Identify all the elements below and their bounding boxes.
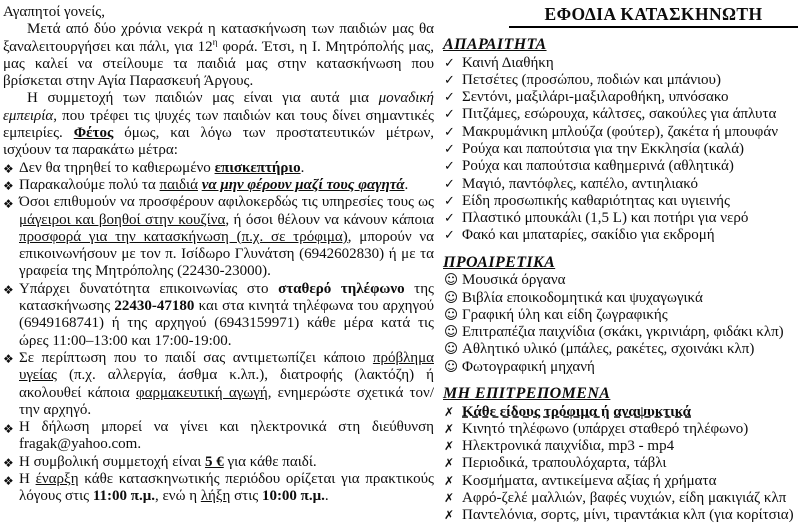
item-text: [462, 55, 554, 71]
check-icon: ✓: [444, 176, 455, 192]
text-run: Ηλεκτρονικά παιχνίδια, mp3 - mp4: [462, 438, 675, 455]
text-run: Είδη προσωπικής καθαριότητας και υγιεινής: [462, 192, 730, 209]
text-run: Κινητό τηλέφωνο (υπάρχει σταθερό τηλέφωνο): [462, 420, 749, 437]
supplies-item: [443, 72, 798, 89]
supplies-item: [443, 421, 798, 438]
cross-icon: ✗: [444, 421, 455, 436]
diamond-bullet-icon: ❖: [3, 456, 14, 471]
letter-bullet-item: [3, 194, 434, 280]
check-icon: ✓: [444, 193, 455, 209]
text-run: , ή όσοι θέλουν να κάνουν κάποια: [225, 211, 434, 228]
text-run: Κάθε είδους τρόφιμα ή αναψυκτικά: [462, 403, 692, 420]
text-run: 11:00 π.μ.: [92, 488, 155, 505]
smiley-icon: ☺: [444, 272, 459, 289]
section-heading: ΜΗ ΕΠΙΤΡΕΠΟΜΕΝΑ: [443, 385, 611, 403]
item-text: [462, 89, 729, 105]
text-run: Δεν θα τηρηθεί το καθιερωμένο: [19, 159, 215, 176]
text-run: Επιτραπέζια παιχνίδια (σκάκι, γκρινιάρη, φιδάκι κλπ): [462, 324, 784, 341]
supplies-item: [443, 141, 798, 158]
item-text: [462, 227, 715, 243]
letter-paragraph: [3, 21, 434, 90]
letter-paragraph: [3, 4, 434, 21]
diamond-bullet-icon: ❖: [3, 196, 14, 211]
cross-icon: ✗: [444, 473, 455, 488]
supplies-item: [443, 455, 798, 472]
item-text: [462, 421, 748, 437]
diamond-bullet-icon: ❖: [3, 162, 14, 177]
text-run: Αθλητικό υλικό (μπάλες, ρακέτες, σχοινάκι κλπ): [462, 341, 755, 358]
text-run: όμως, και λόγω των προστατευτικών μέτρων, ισχύουν τα παρακάτω μέτρα:: [3, 125, 434, 159]
item-text: [462, 404, 691, 420]
item-text: [462, 324, 784, 340]
text-run: σταθερό τηλέφωνο: [278, 280, 405, 297]
item-text: [462, 124, 778, 140]
text-run: Πετσέτες (προσώπου, ποδιών και μπάνιου): [462, 71, 721, 88]
text-run: επισκεπτήριο: [214, 159, 301, 176]
text-run: Πλαστικό μπουκάλι (1,5 L) και ποτήρι για νερό: [462, 210, 749, 227]
text-run: πρόβλημα υγείας: [19, 349, 434, 384]
item-text: [462, 141, 744, 157]
text-run: Μετά από δύο χρόνια νεκρά η κατασκήνωση των παιδιών μας θα ξαναλειτουργήσει και πάλι, για 12: [3, 21, 434, 55]
text-run: φορά. Έτσι, η Ι. Μητρόπολής μας, μας καλεί να στείλουμε τα παιδιά μας στην κατασκήνωση που βρίσκεται στην Αγία Παρασκευή Άργους.: [3, 38, 434, 90]
check-icon: ✓: [444, 141, 455, 157]
supplies-item: [443, 404, 798, 421]
check-icon: ✓: [444, 228, 455, 244]
text-run: Περιοδικά, τραπουλόχαρτα, τάβλι: [462, 455, 667, 472]
check-icon: ✓: [444, 72, 455, 88]
text-run: , που τρέφει τις ψυχές των παιδιών και τους δίνει σημαντικές εμπειρίες.: [3, 107, 434, 142]
diamond-bullet-icon: ❖: [3, 421, 14, 436]
supplies-item: [443, 307, 798, 324]
smiley-icon: ☺: [444, 306, 459, 323]
check-icon: ✓: [444, 211, 455, 227]
text-run: παιδιά: [159, 176, 198, 193]
text-run: Σεντόνι, μαξιλάρι-μαξιλαροθήκη, υπνόσακο: [462, 89, 729, 106]
supplies-item: [443, 341, 798, 358]
text-run: 10:00 π.μ.: [261, 488, 325, 505]
item-text: [462, 210, 748, 226]
check-icon: ✓: [444, 90, 455, 106]
letter-bullet-item: [3, 281, 434, 350]
text-run: Υπάρχει δυνατότητα επικοινωνίας στο: [19, 280, 279, 297]
letter-bullet-item: [3, 471, 434, 506]
text-run: Η: [19, 471, 36, 488]
text-run: για κάθε παιδί.: [223, 453, 317, 470]
text-run: μοναδική εμπειρία: [3, 90, 434, 124]
text-run: 5 €: [204, 453, 224, 470]
smiley-icon: ☺: [444, 324, 459, 341]
check-icon: ✓: [444, 55, 455, 71]
text-run: (π.χ. αλλεργία, άσθμα κ.λπ.), διατροφής (λακτόζη) ή ακολουθεί κάποια: [19, 367, 434, 401]
letter-paragraph: [3, 90, 434, 159]
supplies-item: [443, 55, 798, 72]
text-run: , ενώ η: [155, 488, 201, 505]
text-run: Μαγιό, παντόφλες, καπέλο, αντιηλιακό: [462, 175, 698, 192]
text-run: .: [300, 159, 305, 176]
text-run: η: [212, 37, 218, 48]
text-run: 22430-47180: [114, 298, 195, 315]
supplies-item: [443, 176, 798, 193]
text-run: Μουσικά όργανα: [462, 272, 566, 289]
supplies-item: [443, 473, 798, 490]
text-run: Βιβλία εποικοδομητικά και ψυχαγωγικά: [462, 289, 703, 306]
supplies-item: [443, 124, 798, 141]
diamond-bullet-icon: ❖: [3, 179, 14, 194]
text-run: Πιτζάμες, εσώρουχα, κάλτσες, σακούλες για άπλυτα: [462, 106, 777, 123]
text-run: λήξη: [200, 488, 231, 505]
text-run: να μην φέρουν μαζί τους φαγητά: [201, 176, 405, 193]
letter-bullet-item: [3, 454, 434, 471]
supplies-column: [443, 4, 798, 525]
cross-icon: ✗: [444, 456, 455, 471]
item-text: [462, 490, 786, 506]
diamond-bullet-icon: ❖: [3, 352, 14, 367]
supplies-item: [443, 438, 798, 455]
check-icon: ✓: [444, 124, 455, 140]
item-text: [462, 106, 776, 122]
text-run: στις: [230, 488, 262, 505]
text-run: .: [324, 488, 329, 505]
text-run: , ενημερώστε σχετικά τον/την αρχηγό.: [19, 384, 435, 418]
text-run: .: [404, 176, 409, 193]
item-text: [462, 290, 703, 306]
text-run: Όσοι επιθυμούν να προσφέρουν αφιλοκερδώς τις υπηρεσίες τους ως: [19, 194, 434, 211]
section-heading: ΠΡΟΑΙΡΕΤΙΚΑ: [443, 253, 556, 271]
text-run: Η συμμετοχή των παιδιών μας είναι για αυτά μια: [27, 90, 379, 107]
text-run: Η συμβολική συμμετοχή είναι: [19, 453, 205, 470]
item-text: [462, 359, 595, 375]
cross-icon: ✗: [444, 439, 455, 454]
item-text: [462, 455, 666, 471]
cross-icon: ✗: [444, 404, 455, 419]
cross-icon: ✗: [444, 508, 455, 523]
text-run: φαρμακευτική αγωγή: [136, 384, 268, 401]
item-text: [462, 272, 566, 288]
item-text: [462, 473, 716, 489]
letter-bullet-item: [3, 350, 434, 419]
item-text: [462, 193, 730, 209]
text-run: και στα κινητά τηλέφωνα του αρχηγού (6949168741) ή της αρχηγού (6943159971) κάθε μέρα κατά τις ώρες 11:00–13:00 και 17:00-19:00.: [19, 298, 435, 349]
letter-column: [3, 4, 434, 525]
text-run: Αγαπητοί γονείς,: [3, 4, 105, 20]
text-run: της κατασκήνωσης: [19, 280, 434, 315]
text-run: Παντελόνια, σορτς, μίνι, τιραντάκια κλπ (για κορίτσια): [462, 507, 794, 524]
diamond-bullet-icon: ❖: [3, 473, 14, 488]
text-run: Η δήλωση μπορεί να γίνει και ηλεκτρονικά στη διεύθυνση fragak@yahoo.com.: [19, 419, 434, 453]
text-run: Κοσμήματα, αντικείμενα αξίας ή χρήματα: [462, 472, 717, 489]
supplies-item: [443, 490, 798, 507]
item-text: [462, 158, 734, 174]
text-run: Φωτογραφική μηχανή: [462, 358, 595, 375]
text-run: έναρξη: [35, 471, 79, 488]
letter-bullet-item: [3, 419, 434, 454]
item-text: [462, 307, 668, 323]
text-run: Παρακαλούμε πολύ τα: [19, 176, 160, 193]
text-run: μάγειροι και βοηθοί στην κουζίνα: [19, 211, 226, 228]
supplies-item: [443, 272, 798, 289]
text-run: κάθε κατασκηνωτικής περιόδου ορίζεται για πρακτικούς λόγους στις: [19, 471, 434, 505]
item-text: [462, 438, 674, 454]
section-heading: ΑΠΑΡΑΙΤΗΤΑ: [443, 36, 547, 53]
supplies-sections: [443, 36, 798, 525]
item-text: [462, 176, 698, 192]
letter-bullet-item: [3, 160, 434, 177]
text-run: προσφορά για την κατασκήνωση (π.χ. σε τρόφιμα): [19, 228, 348, 245]
text-run: Σε περίπτωση που το παιδί σας αντιμετωπίζει κάποιο: [19, 349, 373, 366]
text-run: Ρούχα και παπούτσια για την Εκκλησία (καλά): [462, 140, 745, 157]
text-run: Φέτος: [73, 125, 114, 142]
supplies-section: [443, 254, 798, 376]
cross-icon: ✗: [444, 491, 455, 506]
supplies-title: ΕΦΟΔΙΑ ΚΑΤΑΣΚΗΝΩΤΗ: [509, 4, 798, 28]
supplies-section: [443, 385, 798, 525]
supplies-item: [443, 324, 798, 341]
letter-bullet-item: [3, 177, 434, 194]
supplies-item: [443, 210, 798, 227]
text-run: Καινή Διαθήκη: [462, 54, 554, 71]
text-run: , μπορούν να επικοινωνήσουν με τον π. Ισίδωρο Γλυνάτση (6942602830) ή με τα γραφεία της Μητρόπολης (22430-23000).: [19, 228, 434, 280]
text-run: Γραφική ύλη και είδη ζωγραφικής: [462, 306, 668, 323]
smiley-icon: ☺: [444, 341, 459, 358]
supplies-item: [443, 193, 798, 210]
supplies-item: [443, 227, 798, 244]
text-run: Αφρό-ζελέ μαλλιών, βαφές νυχιών, είδη μακιγιάζ κλπ: [462, 490, 787, 507]
supplies-section: [443, 36, 798, 245]
supplies-item: [443, 106, 798, 123]
text-run: Μακρυμάνικη μπλούζα (φούτερ), ζακέτα ή μπουφάν: [462, 123, 778, 140]
diamond-bullet-icon: ❖: [3, 283, 14, 298]
smiley-icon: ☺: [444, 358, 459, 375]
item-text: [462, 72, 721, 88]
text-run: Φακό και μπαταρίες, σακίδιο για εκδρομή: [462, 227, 715, 244]
supplies-item: [443, 507, 798, 524]
supplies-item: [443, 158, 798, 175]
smiley-icon: ☺: [444, 289, 459, 306]
item-text: [462, 341, 754, 357]
supplies-item: [443, 89, 798, 106]
check-icon: ✓: [444, 159, 455, 175]
supplies-item: [443, 359, 798, 376]
check-icon: ✓: [444, 107, 455, 123]
text-run: Ρούχα και παπούτσια καθημερινά (αθλητικά): [462, 158, 734, 175]
supplies-item: [443, 290, 798, 307]
